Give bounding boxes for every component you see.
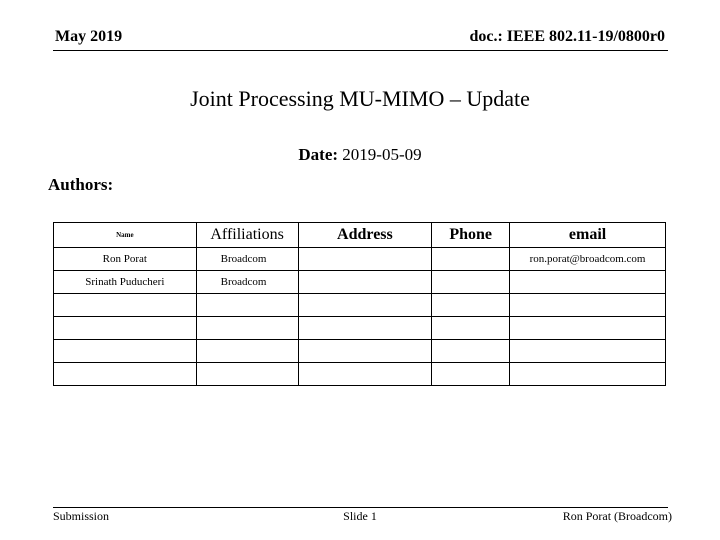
- cell-name: Ron Porat: [54, 248, 197, 271]
- footer-rule: [53, 507, 668, 508]
- cell-phone: [432, 294, 510, 317]
- cell-address: [298, 340, 432, 363]
- cell-affiliation: [196, 340, 298, 363]
- date-label: Date:: [298, 145, 339, 164]
- table-row: [54, 363, 666, 386]
- header-phone: Phone: [432, 223, 510, 248]
- cell-name: [54, 363, 197, 386]
- cell-address: [298, 363, 432, 386]
- header-rule: [53, 50, 668, 51]
- cell-address: [298, 248, 432, 271]
- table-row: [54, 271, 666, 294]
- date-value: 2019-05-09: [342, 145, 422, 164]
- table-row: [54, 294, 666, 317]
- cell-name: [54, 340, 197, 363]
- cell-name: [54, 317, 197, 340]
- cell-name: [54, 294, 197, 317]
- authors-table: [53, 222, 666, 386]
- header-affiliations: Affiliations: [196, 223, 298, 248]
- cell-email: [510, 271, 666, 294]
- table-row: [54, 317, 666, 340]
- authors-label: Authors:: [48, 175, 114, 194]
- cell-phone: [432, 363, 510, 386]
- cell-affiliation: [196, 317, 298, 340]
- cell-address: [298, 317, 432, 340]
- cell-phone: [432, 248, 510, 271]
- cell-affiliation: [196, 294, 298, 317]
- header-email: email: [510, 223, 666, 248]
- header-address: Address: [298, 223, 432, 248]
- cell-phone: [432, 317, 510, 340]
- cell-affiliation: [196, 363, 298, 386]
- cell-email: [510, 363, 666, 386]
- header-date: May 2019: [55, 28, 123, 45]
- cell-phone: [432, 340, 510, 363]
- cell-name: Srinath Puducheri: [54, 271, 197, 294]
- cell-affiliation: Broadcom: [196, 271, 298, 294]
- date-line: [0, 145, 720, 165]
- table-row: [54, 340, 666, 363]
- cell-phone: [432, 271, 510, 294]
- cell-address: [298, 294, 432, 317]
- header-name: Name: [54, 223, 197, 248]
- cell-address: [298, 271, 432, 294]
- footer-submission: Submission: [53, 509, 110, 523]
- cell-affiliation: Broadcom: [196, 248, 298, 271]
- cell-email: [510, 317, 666, 340]
- cell-email: [510, 340, 666, 363]
- table-header-row: [54, 223, 666, 248]
- footer-slide-number: Slide 1: [343, 509, 377, 523]
- table-row: [54, 248, 666, 271]
- footer-author: Ron Porat (Broadcom): [562, 509, 672, 523]
- header-doc-id: doc.: IEEE 802.11-19/0800r0: [469, 28, 665, 45]
- cell-email: [510, 294, 666, 317]
- cell-email: ron.porat@broadcom.com: [510, 248, 666, 271]
- slide-title: Joint Processing MU-MIMO – Update: [190, 86, 530, 111]
